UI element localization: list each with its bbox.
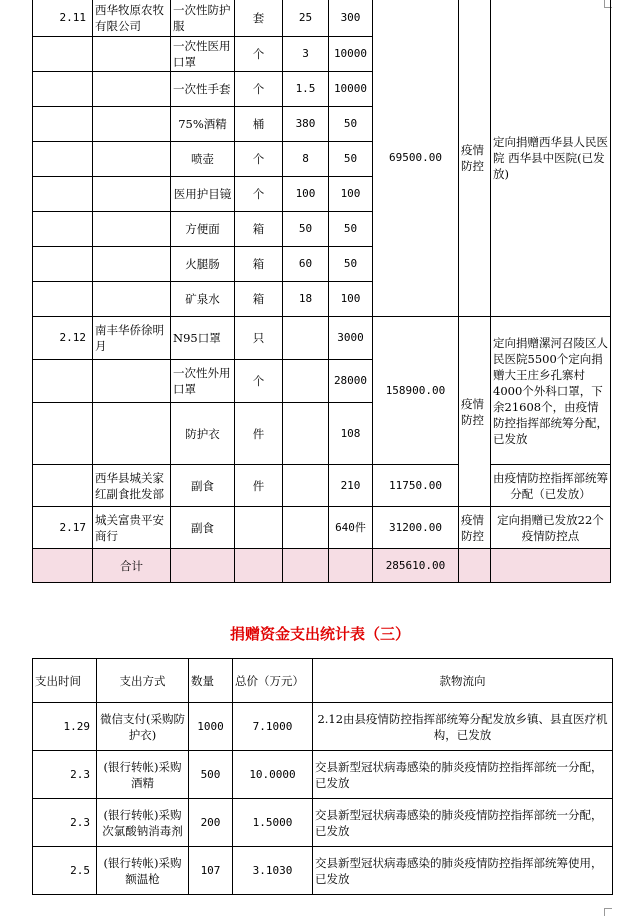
qty-cell: 100: [329, 282, 373, 317]
qty-cell: 107: [189, 847, 233, 895]
item-cell: 一次性外用口罩: [171, 360, 235, 403]
header-method: 支出方式: [97, 659, 189, 703]
date-cell: 2.3: [33, 799, 97, 847]
price-cell: 1.5: [283, 72, 329, 107]
seq-cell: 2.12: [33, 317, 93, 360]
donor-cell: [93, 360, 171, 403]
method-cell: (银行转帐)采购次氯酸钠消毒剂: [97, 799, 189, 847]
item-cell: 喷壶: [171, 142, 235, 177]
price-cell: [283, 360, 329, 403]
flow-cell: 交县新型冠状病毒感染的肺炎疫情防控指挥部统一分配，已发放: [313, 799, 613, 847]
unit-cell: [235, 507, 283, 549]
empty-cell: [491, 549, 611, 583]
price-cell: 380: [283, 107, 329, 142]
unit-cell: 件: [235, 403, 283, 465]
item-cell: 矿泉水: [171, 282, 235, 317]
price-cell: 3: [283, 37, 329, 72]
donor-cell: 西华牧原农牧有限公司: [93, 0, 171, 37]
unit-cell: 套: [235, 0, 283, 37]
header-qty: 数量: [189, 659, 233, 703]
header-row: [33, 659, 613, 703]
item-cell: N95口罩: [171, 317, 235, 360]
method-cell: 微信支付(采购防护衣): [97, 703, 189, 751]
table-row: [33, 465, 611, 507]
header-flow: 款物流向: [313, 659, 613, 703]
flow-cell: 交县新型冠状病毒感染的肺炎疫情防控指挥部统筹使用，已发放: [313, 847, 613, 895]
total-row: [33, 549, 611, 583]
donor-cell: [93, 37, 171, 72]
flow-cell: 交县新型冠状病毒感染的肺炎疫情防控指挥部统一分配，已发放: [313, 751, 613, 799]
total-cell: 10.0000: [233, 751, 313, 799]
donor-cell: [93, 403, 171, 465]
unit-cell: 箱: [235, 247, 283, 282]
total-label: 合计: [93, 549, 171, 583]
donor-cell: [93, 247, 171, 282]
item-cell: 一次性医用口罩: [171, 37, 235, 72]
empty-cell: [283, 549, 329, 583]
empty-cell: [459, 549, 491, 583]
price-cell: [283, 317, 329, 360]
item-cell: 副食: [171, 507, 235, 549]
item-cell: 火腿肠: [171, 247, 235, 282]
seq-cell: [33, 72, 93, 107]
note-cell: 定向捐赠已发放22个疫情防控点: [491, 507, 611, 549]
qty-cell: 300: [329, 0, 373, 37]
price-cell: 25: [283, 0, 329, 37]
qty-cell: 500: [189, 751, 233, 799]
price-cell: 50: [283, 212, 329, 247]
table-row: [33, 799, 613, 847]
empty-cell: [235, 549, 283, 583]
seq-cell: [33, 282, 93, 317]
donor-cell: [93, 282, 171, 317]
qty-cell: 108: [329, 403, 373, 465]
qty-cell: 640件: [329, 507, 373, 549]
seq-cell: [33, 247, 93, 282]
qty-cell: 50: [329, 142, 373, 177]
expenditure-table: [32, 658, 613, 895]
note-cell: 定向捐赠漯河召陵区人民医院5500个定向捐赠大王庄乡孔寨村4000个外科口罩，下余21608个，由疫情防控指挥部统筹分配，已发放: [491, 317, 611, 465]
seq-cell: 2.11: [33, 0, 93, 37]
table-row: [33, 751, 613, 799]
donor-cell: 城关富贵平安商行: [93, 507, 171, 549]
method-cell: (银行转帐)采购酒精: [97, 751, 189, 799]
note-cell: 定向捐赠西华县人民医院 西华县中医院(已发放): [491, 0, 611, 317]
table-row: [33, 317, 611, 360]
price-cell: [283, 507, 329, 549]
unit-cell: 个: [235, 177, 283, 212]
price-cell: 8: [283, 142, 329, 177]
seq-cell: [33, 107, 93, 142]
amount-cell: 31200.00: [373, 507, 459, 549]
amount-cell: 158900.00: [373, 317, 459, 465]
seq-cell: [33, 212, 93, 247]
price-cell: 60: [283, 247, 329, 282]
table-row: [33, 0, 611, 37]
table-row: [33, 847, 613, 895]
donor-cell: [93, 107, 171, 142]
unit-cell: 箱: [235, 212, 283, 247]
seq-cell: [33, 142, 93, 177]
note-cell: 由疫情防控指挥部统筹分配（已发放）: [491, 465, 611, 507]
seq-cell: [33, 465, 93, 507]
qty-cell: 210: [329, 465, 373, 507]
item-cell: 一次性防护服: [171, 0, 235, 37]
donor-cell: [93, 212, 171, 247]
seq-cell: 2.17: [33, 507, 93, 549]
unit-cell: 个: [235, 142, 283, 177]
qty-cell: 50: [329, 247, 373, 282]
total-cell: 3.1030: [233, 847, 313, 895]
item-cell: 方便面: [171, 212, 235, 247]
qty-cell: 3000: [329, 317, 373, 360]
item-cell: 副食: [171, 465, 235, 507]
seq-cell: [33, 403, 93, 465]
amount-cell: 11750.00: [373, 465, 459, 507]
price-cell: 100: [283, 177, 329, 212]
empty-cell: [171, 549, 235, 583]
seq-cell: [33, 177, 93, 212]
donation-items-table: [32, 0, 611, 583]
unit-cell: 个: [235, 360, 283, 403]
qty-cell: 1000: [189, 703, 233, 751]
header-date: 支出时间: [33, 659, 97, 703]
header-total: 总价（万元）: [233, 659, 313, 703]
item-cell: 防护衣: [171, 403, 235, 465]
donor-cell: 南丰华侨徐明月: [93, 317, 171, 360]
seq-cell: [33, 360, 93, 403]
method-cell: (银行转帐)采购额温枪: [97, 847, 189, 895]
price-cell: [283, 403, 329, 465]
unit-cell: 桶: [235, 107, 283, 142]
price-cell: [283, 465, 329, 507]
qty-cell: 28000: [329, 360, 373, 403]
purpose-cell: 疫情防控: [459, 317, 491, 507]
flow-cell: 2.12由县疫情防控指挥部统筹分配发放乡镇、县直医疗机构，已发放: [313, 703, 613, 751]
item-cell: 医用护目镜: [171, 177, 235, 212]
unit-cell: 箱: [235, 282, 283, 317]
qty-cell: 50: [329, 107, 373, 142]
unit-cell: 个: [235, 37, 283, 72]
seq-cell: [33, 37, 93, 72]
expenditure-table-title: 捐赠资金支出统计表（三）: [229, 625, 410, 643]
table-row: [33, 703, 613, 751]
donor-cell: [93, 142, 171, 177]
price-cell: 18: [283, 282, 329, 317]
donor-cell: [93, 177, 171, 212]
qty-cell: 50: [329, 212, 373, 247]
unit-cell: 只: [235, 317, 283, 360]
qty-cell: 10000: [329, 37, 373, 72]
unit-cell: 个: [235, 72, 283, 107]
date-cell: 1.29: [33, 703, 97, 751]
donor-cell: [93, 72, 171, 107]
date-cell: 2.3: [33, 751, 97, 799]
item-cell: 75%酒精: [171, 107, 235, 142]
qty-cell: 200: [189, 799, 233, 847]
donor-cell: 西华县城关家红副食批发部: [93, 465, 171, 507]
empty-cell: [329, 549, 373, 583]
unit-cell: 件: [235, 465, 283, 507]
qty-cell: 100: [329, 177, 373, 212]
purpose-cell: 疫情防控: [459, 507, 491, 549]
item-cell: 一次性手套: [171, 72, 235, 107]
amount-cell: 69500.00: [373, 0, 459, 317]
date-cell: 2.5: [33, 847, 97, 895]
qty-cell: 10000: [329, 72, 373, 107]
empty-cell: [33, 549, 93, 583]
total-cell: 1.5000: [233, 799, 313, 847]
total-amount: 285610.00: [373, 549, 459, 583]
page-corner-mark: [604, 908, 612, 916]
purpose-cell: 疫情防控: [459, 0, 491, 317]
total-cell: 7.1000: [233, 703, 313, 751]
table-row: [33, 507, 611, 549]
